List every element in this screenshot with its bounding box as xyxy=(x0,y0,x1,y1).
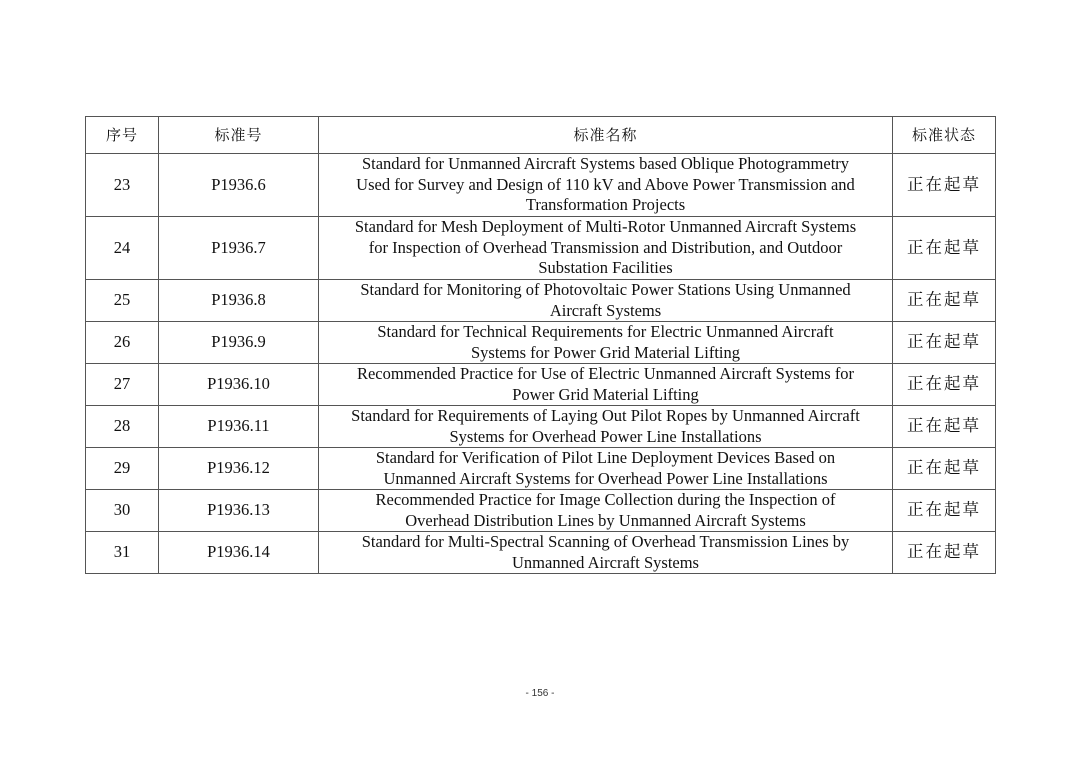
cell-standard-code: P1936.11 xyxy=(159,406,319,448)
standard-name-line: Systems for Overhead Power Line Installations xyxy=(449,426,762,446)
table-row xyxy=(86,448,996,490)
standard-name-line: Power Grid Material Lifting xyxy=(512,384,699,404)
cell-serial-number: 28 xyxy=(86,406,159,448)
cell-serial-number: 31 xyxy=(86,532,159,574)
standard-name-line: Standard for Mesh Deployment of Multi-Rotor Unmanned Aircraft Systems xyxy=(354,217,857,237)
standard-name-line: Transformation Projects xyxy=(525,195,686,215)
header-standard-name: 标准名称 xyxy=(319,117,893,154)
standard-name-line: Standard for Requirements of Laying Out Pilot Ropes by Unmanned Aircraft xyxy=(351,406,860,425)
header-standard-status: 标准状态 xyxy=(893,117,996,154)
standard-name-line: Standard for Multi-Spectral Scanning of Overhead Transmission Lines by xyxy=(361,532,850,551)
cell-serial-number: 30 xyxy=(86,490,159,532)
standard-name-line: for Inspection of Overhead Transmission and Distribution, and Outdoor xyxy=(368,237,843,257)
table-row xyxy=(86,364,996,406)
cell-standard-name xyxy=(319,532,893,574)
cell-standard-status: 正在起草 xyxy=(893,280,996,322)
cell-standard-code: P1936.7 xyxy=(159,217,319,280)
header-standard-code: 标准号 xyxy=(159,117,319,154)
cell-serial-number: 26 xyxy=(86,322,159,364)
cell-standard-status: 正在起草 xyxy=(893,448,996,490)
standard-name-line: Substation Facilities xyxy=(538,258,673,278)
cell-standard-status: 正在起草 xyxy=(893,154,996,217)
cell-standard-code: P1936.12 xyxy=(159,448,319,490)
standard-name-line: Recommended Practice for Image Collection during the Inspection of xyxy=(375,490,836,509)
cell-standard-name xyxy=(319,364,893,406)
cell-serial-number: 25 xyxy=(86,280,159,322)
table-row xyxy=(86,280,996,322)
cell-standard-status: 正在起草 xyxy=(893,217,996,280)
standard-name-line: Aircraft Systems xyxy=(549,300,662,320)
cell-standard-status: 正在起草 xyxy=(893,364,996,406)
cell-serial-number: 24 xyxy=(86,217,159,280)
cell-standard-name xyxy=(319,490,893,532)
cell-standard-code: P1936.10 xyxy=(159,364,319,406)
standards-table xyxy=(85,116,996,574)
standard-name-line: Systems for Power Grid Material Lifting xyxy=(471,342,740,362)
cell-serial-number: 23 xyxy=(86,154,159,217)
cell-standard-name xyxy=(319,154,893,217)
cell-standard-name xyxy=(319,280,893,322)
cell-standard-status: 正在起草 xyxy=(893,322,996,364)
cell-standard-name xyxy=(319,322,893,364)
table-row xyxy=(86,532,996,574)
cell-standard-code: P1936.8 xyxy=(159,280,319,322)
standard-name-line: Unmanned Aircraft Systems for Overhead Power Line Installations xyxy=(383,468,828,488)
standard-name-line: Standard for Unmanned Aircraft Systems based Oblique Photogrammetry xyxy=(361,154,850,174)
table-row xyxy=(86,490,996,532)
table-row xyxy=(86,154,996,217)
table-row xyxy=(86,217,996,280)
standard-name-line: Recommended Practice for Use of Electric Unmanned Aircraft Systems for xyxy=(356,364,855,383)
cell-standard-code: P1936.14 xyxy=(159,532,319,574)
cell-standard-code: P1936.9 xyxy=(159,322,319,364)
standard-name-line: Standard for Monitoring of Photovoltaic Power Stations Using Unmanned xyxy=(360,280,851,299)
standard-name-line: Standard for Verification of Pilot Line Deployment Devices Based on xyxy=(375,448,836,467)
cell-standard-name xyxy=(319,217,893,280)
cell-standard-name xyxy=(319,406,893,448)
standard-name-line: Unmanned Aircraft Systems xyxy=(512,552,699,572)
cell-serial-number: 27 xyxy=(86,364,159,406)
table-body xyxy=(86,154,996,574)
cell-standard-name xyxy=(319,448,893,490)
standard-name-line: Overhead Distribution Lines by Unmanned Aircraft Systems xyxy=(405,510,806,530)
cell-standard-status: 正在起草 xyxy=(893,406,996,448)
page-number: - 156 - xyxy=(525,688,555,699)
table-row xyxy=(86,322,996,364)
cell-standard-status: 正在起草 xyxy=(893,490,996,532)
table-header-row xyxy=(86,117,996,154)
header-serial-number: 序号 xyxy=(86,117,159,154)
standard-name-line: Standard for Technical Requirements for Electric Unmanned Aircraft xyxy=(377,322,834,341)
standard-name-line: Used for Survey and Design of 110 kV and Above Power Transmission and xyxy=(356,174,855,194)
table-row xyxy=(86,406,996,448)
cell-standard-code: P1936.6 xyxy=(159,154,319,217)
cell-serial-number: 29 xyxy=(86,448,159,490)
cell-standard-status: 正在起草 xyxy=(893,532,996,574)
cell-standard-code: P1936.13 xyxy=(159,490,319,532)
